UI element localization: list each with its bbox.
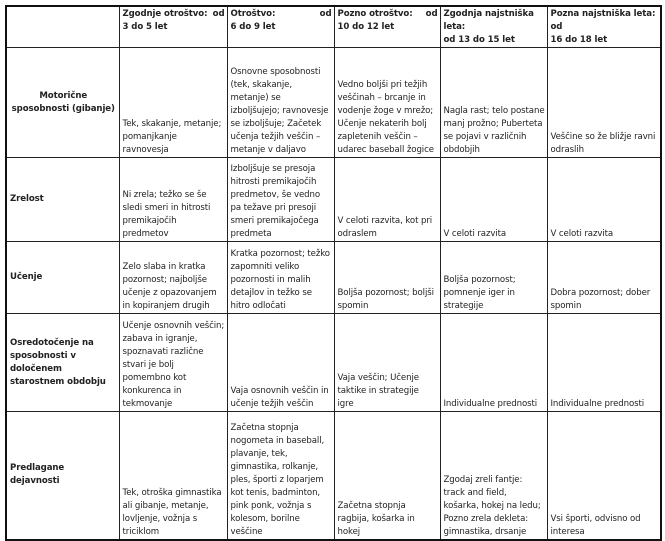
table-cell: Kratka pozornost; težko zapomniti veliko pozornosti in malih detajlov in težko se hitro odločati <box>227 242 334 314</box>
table-cell: Tek, skakanje, metanje; pomanjkanje ravnovesja <box>119 48 227 158</box>
table-cell: Vaja veščin; Učenje taktike in strategije igre <box>334 314 440 412</box>
row-label: Učenje <box>6 242 119 314</box>
header-text: 3 do 5 let <box>122 22 168 32</box>
table-cell: Zelo slaba in kratka pozornost; najboljše učenje z opazovanjem in kopiranjem drugih <box>119 242 227 314</box>
header-text: 6 do 9 let <box>230 22 276 32</box>
header-text: 10 do 12 let <box>337 22 395 32</box>
header-text: Zgodnje otroštvo: <box>122 9 208 19</box>
header-text: Zgodnja najstniška leta: <box>443 9 534 32</box>
table-cell: Učenje osnovnih veščin; zabava in igranje, spoznavati različne stvari je bolj pomembno kot konkurenca in tekmovanje <box>119 314 227 412</box>
table-cell: Začetna stopnja nogometa in baseball, plavanje, tek, gimnastika, rolkanje, ples, športi z loparjem kot tenis, badminton, pink ponk, vožnja s kolesom, borilne veščine <box>227 412 334 540</box>
row-label: Osredotočenje na sposobnosti v določenem starostnem obdobju <box>6 314 119 412</box>
table-row-focus <box>6 314 661 412</box>
header-text: od <box>425 9 438 19</box>
table-cell: Ni zrela; težko se še sledi smeri in hitrosti premikajočih predmetov <box>119 158 227 242</box>
header-empty-cell <box>6 6 119 48</box>
table-row-activities <box>6 412 661 540</box>
table-cell: Boljša pozornost; boljši spomin <box>334 242 440 314</box>
table-cell: Vsi športi, odvisno od interesa <box>547 412 661 540</box>
row-label: Zrelost <box>6 158 119 242</box>
header-early-childhood <box>119 6 227 48</box>
table-cell: Boljša pozornost; pomnenje iger in strategije <box>440 242 547 314</box>
table-cell: Individualne prednosti <box>440 314 547 412</box>
header-text: Pozno otroštvo: <box>337 9 413 19</box>
table-cell: Individualne prednosti <box>547 314 661 412</box>
header-text: od <box>212 9 225 19</box>
header-late-teens <box>547 6 661 48</box>
header-text: od <box>319 9 332 19</box>
table-row-maturity <box>6 158 661 242</box>
header-text: Otroštvo: <box>230 9 276 19</box>
table-cell: Izboljšuje se presoja hitrosti premikajočih predmetov, še vedno pa težave pri presoji smeri premikajočega predmeta <box>227 158 334 242</box>
table-row-learning <box>6 242 661 314</box>
header-early-teens <box>440 6 547 48</box>
table-cell: Veščine so že bližje ravni odraslih <box>547 48 661 158</box>
table-cell: Začetna stopnja ragbija, košarka in hokej <box>334 412 440 540</box>
table-cell: Tek, otroška gimnastika ali gibanje, metanje, lovljenje, vožnja s triciklom <box>119 412 227 540</box>
table-cell: Osnovne sposobnosti (tek, skakanje, metanje) se izboljšujejo; ravnovesje se izboljšuje; Začetek učenja težjih veščin – metanje v daljavo <box>227 48 334 158</box>
table-cell: Zgodaj zreli fantje: track and field, košarka, hokej na ledu; Pozno zrela dekleta: gimnastika, drsanje <box>440 412 547 540</box>
header-text: od 13 do 15 let <box>443 35 515 45</box>
row-label: Predlagane dejavnosti <box>6 412 119 540</box>
development-table <box>5 5 662 541</box>
header-text: Pozna najstniška leta: od <box>550 9 656 32</box>
table-cell: V celoti razvita, kot pri odraslem <box>334 158 440 242</box>
table-row-motor-skills <box>6 48 661 158</box>
header-text: 16 do 18 let <box>550 35 608 45</box>
row-label: Motorične sposobnosti (gibanje) <box>6 48 119 158</box>
table-cell: Vaja osnovnih veščin in učenje težjih veščin <box>227 314 334 412</box>
table-cell: V celoti razvita <box>547 158 661 242</box>
table-cell: V celoti razvita <box>440 158 547 242</box>
table-cell: Dobra pozornost; dober spomin <box>547 242 661 314</box>
header-childhood <box>227 6 334 48</box>
table-cell: Vedno boljši pri težjih veščinah – brcanje in vodenje žoge v mrežo; Učenje nekaterih bolj zapletenih veščin – udarec baseball žogice <box>334 48 440 158</box>
header-late-childhood <box>334 6 440 48</box>
header-row <box>6 6 661 48</box>
table-cell: Nagla rast; telo postane manj prožno; Puberteta se pojavi v različnih obdobjih <box>440 48 547 158</box>
